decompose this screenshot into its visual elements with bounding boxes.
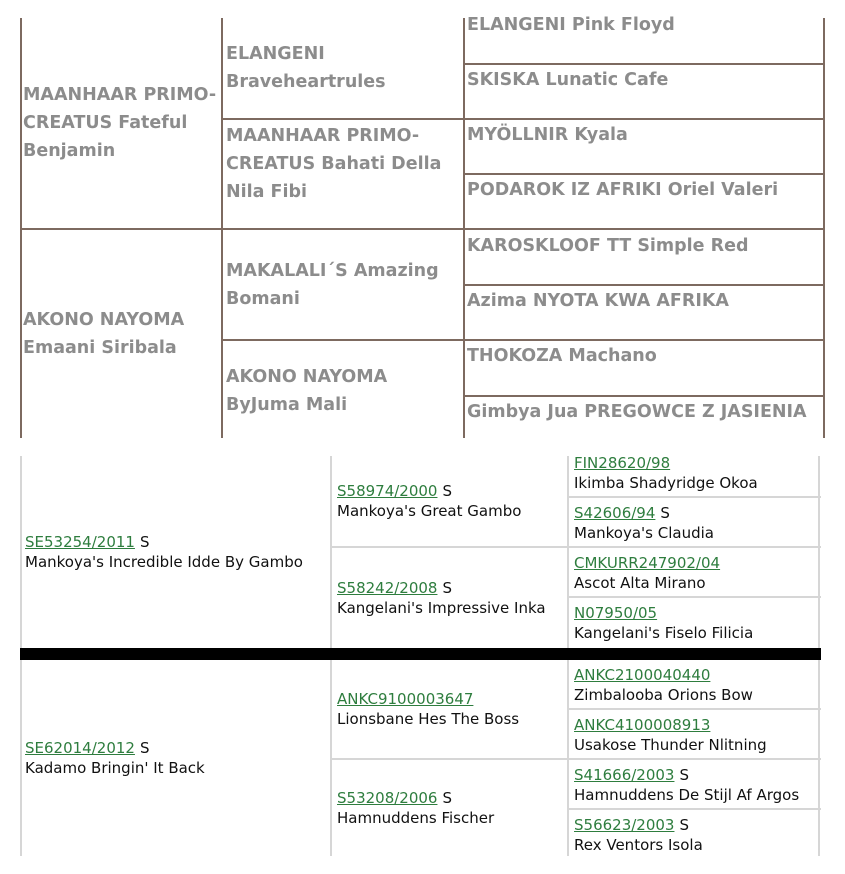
great-grandparent-cell — [569, 815, 821, 855]
registration-link[interactable]: N07950/05 — [574, 604, 658, 622]
dog-name: Lionsbane Hes The Boss — [337, 710, 520, 728]
dog-name: Kadamo Bringin' It Back — [25, 759, 205, 777]
registration-link[interactable]: S41666/2003 — [574, 766, 675, 784]
row-divider — [569, 496, 821, 498]
row-divider — [222, 339, 825, 341]
grandparent-name: AKONO NAYOMA ByJuma Mali — [226, 366, 388, 415]
great-grandparent-name: Azima NYOTA KWA AFRIKA — [467, 291, 729, 311]
great-grandparent-cell — [569, 603, 821, 643]
row-divider — [464, 395, 825, 397]
sire-cell — [22, 18, 220, 228]
bottom-pedigree-table — [20, 456, 821, 856]
grandparent-name: ELANGENI Braveheartrules — [226, 44, 386, 92]
dog-name: Hamnuddens De Stijl Af Argos — [574, 786, 800, 804]
sire-name: MAANHAAR PRIMO-CREATUS Fateful Benjamin — [23, 85, 217, 161]
great-grandparent-cell — [466, 399, 821, 425]
registration-link[interactable]: CMKURR247902/04 — [574, 554, 721, 572]
great-grandparent-cell — [466, 122, 821, 148]
dog-name: Kangelani's Impressive Inka — [337, 599, 546, 617]
row-divider — [464, 284, 825, 286]
dog-name: Hamnuddens Fischer — [337, 809, 495, 827]
row-divider — [569, 596, 821, 598]
dog-name: Mankoya's Great Gambo — [337, 502, 522, 520]
dog-name: Rex Ventors Isola — [574, 836, 703, 854]
great-grandparent-cell — [569, 765, 821, 805]
registration-suffix: S — [660, 504, 670, 522]
great-grandparent-name: PODAROK IZ AFRIKI Oriel Valeri — [467, 180, 779, 200]
great-grandparent-cell — [466, 288, 821, 314]
grandparent-name: MAANHAAR PRIMO-CREATUS Bahati Della Nila Fibi — [226, 126, 442, 202]
dog-name: Zimbalooba Orions Bow — [574, 686, 753, 704]
great-grandparent-name: ELANGENI Pink Floyd — [467, 15, 675, 35]
row-divider — [569, 708, 821, 710]
dam-cell — [22, 230, 220, 438]
dam-cell — [20, 660, 330, 856]
dog-name: Ikimba Shadyridge Okoa — [574, 474, 758, 492]
registration-suffix: S — [442, 482, 452, 500]
great-grandparent-name: Gimbya Jua PREGOWCE Z JASIENIA — [467, 402, 807, 422]
top-pedigree-table — [20, 15, 825, 438]
grandparent-cell — [332, 548, 567, 648]
great-grandparent-cell — [466, 343, 821, 369]
granddam-cell — [225, 122, 462, 228]
registration-suffix: S — [139, 739, 150, 757]
granddam-cell — [225, 343, 462, 438]
grandsire-cell — [225, 230, 462, 339]
great-grandparent-cell — [466, 67, 821, 93]
great-grandparent-cell — [466, 233, 821, 259]
registration-link[interactable]: SE62014/2012 — [25, 739, 135, 757]
great-grandparent-cell — [569, 453, 821, 493]
grandparent-cell — [332, 760, 567, 856]
dog-name: Mankoya's Incredible Idde By Gambo — [25, 553, 303, 571]
grandsire-cell — [225, 18, 462, 118]
registration-link[interactable]: ANKC9100003647 — [337, 690, 474, 708]
registration-suffix: S — [679, 766, 689, 784]
dog-name: Ascot Alta Mirano — [574, 574, 706, 592]
registration-link[interactable]: ANKC2100040440 — [574, 666, 711, 684]
registration-link[interactable]: S53208/2006 — [337, 789, 438, 807]
great-grandparent-cell — [466, 12, 821, 38]
row-divider — [569, 808, 821, 810]
grandparent-cell — [332, 660, 567, 758]
great-grandparent-cell — [569, 715, 821, 755]
row-divider — [464, 173, 825, 175]
great-grandparent-cell — [569, 553, 821, 593]
grandparent-cell — [332, 456, 567, 546]
dam-name: AKONO NAYOMA Emaani Siribala — [23, 310, 185, 358]
section-divider — [20, 648, 821, 660]
registration-link[interactable]: S58974/2000 — [337, 482, 438, 500]
registration-suffix: S — [442, 579, 452, 597]
registration-suffix: S — [679, 816, 689, 834]
row-divider — [464, 63, 825, 65]
great-grandparent-cell — [569, 503, 821, 543]
great-grandparent-cell — [569, 665, 821, 705]
great-grandparent-name: MYÖLLNIR Kyala — [467, 125, 628, 145]
registration-link[interactable]: S58242/2008 — [337, 579, 438, 597]
great-grandparent-cell — [466, 177, 821, 203]
great-grandparent-name: SKISKA Lunatic Cafe — [467, 70, 669, 90]
registration-link[interactable]: FIN28620/98 — [574, 454, 671, 472]
grandparent-name: MAKALALI´S Amazing Bomani — [226, 260, 439, 309]
row-divider — [222, 118, 825, 120]
registration-link[interactable]: ANKC4100008913 — [574, 716, 711, 734]
dog-name: Mankoya's Claudia — [574, 524, 714, 542]
dog-name: Usakose Thunder Nlitning — [574, 736, 767, 754]
sire-cell — [20, 456, 330, 648]
registration-link[interactable]: SE53254/2011 — [25, 533, 135, 551]
registration-suffix: S — [139, 533, 150, 551]
great-grandparent-name: THOKOZA Machano — [467, 346, 657, 366]
great-grandparent-name: KAROSKLOOF TT Simple Red — [467, 236, 749, 256]
registration-link[interactable]: S42606/94 — [574, 504, 656, 522]
registration-suffix: S — [442, 789, 452, 807]
registration-link[interactable]: S56623/2003 — [574, 816, 675, 834]
dog-name: Kangelani's Fiselo Filicia — [574, 624, 754, 642]
